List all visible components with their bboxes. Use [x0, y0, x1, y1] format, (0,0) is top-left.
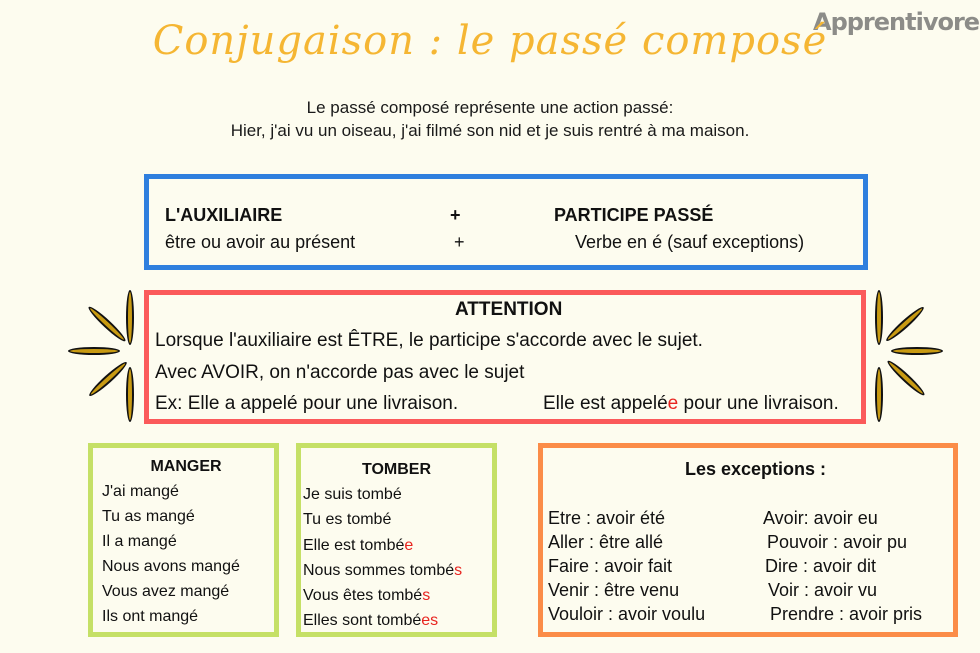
tomber-line: Elles sont tombées — [303, 612, 439, 629]
exception-item: Voir : avoir vu — [768, 580, 878, 600]
manger-heading: MANGER — [150, 458, 222, 475]
exception-item: Vouloir : avoir voulu — [548, 604, 706, 624]
attention-heading: ATTENTION — [455, 299, 563, 320]
exception-item: Aller : être allé — [548, 532, 664, 552]
exception-item: Prendre : avoir pris — [770, 604, 923, 624]
tomber-line: Tu es tombé — [303, 511, 392, 528]
exception-item: Etre : avoir été — [548, 508, 666, 528]
example-avoir: Ex: Elle a appelé pour une livraison. — [155, 393, 459, 414]
manger-line: Ils ont mangé — [102, 608, 199, 625]
manger-line: Nous avons mangé — [102, 558, 240, 575]
intro-line-2: Hier, j'ai vu un oiseau, j'ai filmé son nid et je suis rentré à ma maison. — [230, 121, 750, 140]
page-title: Conjugaison : le passé composé — [152, 18, 828, 64]
tomber-heading: TOMBER — [361, 461, 432, 478]
tomber-line: Je suis tombé — [303, 486, 402, 503]
exception-item: Faire : avoir fait — [548, 556, 673, 576]
example-etre: Elle est appelée pour une livraison. — [543, 393, 839, 414]
intro-line-1: Le passé composé représente une action passé: — [306, 98, 674, 117]
tomber-line: Nous sommes tombés — [303, 562, 463, 579]
attention-rule-avoir: Avec AVOIR, on n'accorde pas avec le sujet — [155, 362, 525, 383]
participe-heading: PARTICIPE PASSÉ — [554, 205, 714, 225]
exception-item: Dire : avoir dit — [765, 556, 877, 576]
agreement-ending: s — [422, 587, 431, 604]
apprentivore-logo: Apprentivore — [813, 8, 980, 36]
plus-sign: + — [450, 205, 461, 225]
exceptions-heading: Les exceptions : — [684, 459, 827, 479]
agreement-ending: es — [421, 612, 439, 629]
plus-sign: + — [454, 232, 465, 252]
exception-item: Venir : être venu — [548, 580, 680, 600]
manger-line: Tu as mangé — [102, 508, 195, 525]
tomber-line: Elle est tombée — [303, 537, 414, 554]
manger-line: J'ai mangé — [102, 483, 179, 500]
agreement-ending: s — [454, 562, 463, 579]
manger-line: Vous avez mangé — [102, 583, 230, 600]
tomber-line: Vous êtes tombés — [303, 587, 431, 604]
exception-item: Avoir: avoir eu — [763, 508, 878, 528]
auxiliaire-description: être ou avoir au présent — [165, 232, 356, 252]
participe-description: Verbe en é (sauf exceptions) — [575, 232, 805, 252]
exception-item: Pouvoir : avoir pu — [767, 532, 908, 552]
manger-line: Il a mangé — [102, 533, 177, 550]
agreement-ending: e — [667, 393, 679, 414]
auxiliaire-heading: L'AUXILIAIRE — [165, 205, 283, 225]
agreement-ending: e — [404, 537, 414, 554]
attention-rule-etre: Lorsque l'auxiliaire est ÊTRE, le participe s'accorde avec le sujet. — [155, 330, 703, 351]
